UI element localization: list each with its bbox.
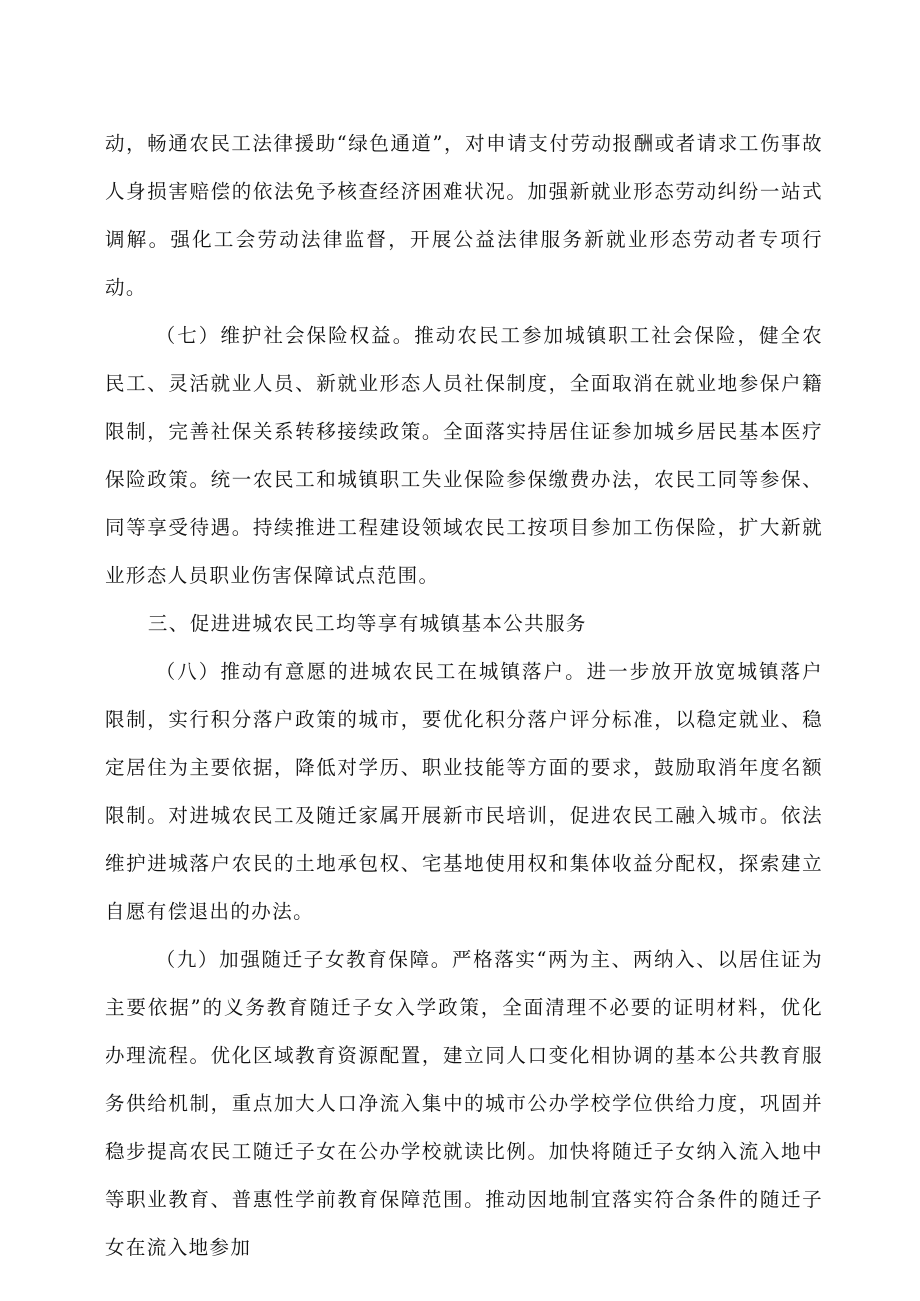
section-heading-public-services: 三、促进进城农民工均等享有城镇基本公共服务 (147, 612, 587, 635)
document-body (105, 120, 823, 1272)
paragraph-legal-aid-continuation: 动，畅通农民工法律援助“绿色通道”，对申请支付劳动报酬或者请求工伤事故人身损害赔偿的依法免予核查经济困难状况。加强新就业形态劳动纠纷一站式调解。强化工会劳动法律监督，开展公益法律服务新就业形态劳动者专项行动。 (105, 132, 823, 299)
paragraph-social-insurance: （七）维护社会保险权益。推动农民工参加城镇职工社会保险，健全农民工、灵活就业人员、新就业形态人员社保制度，全面取消在就业地参保户籍限制，完善社保关系转移接续政策。全面落实持居住证参加城乡居民基本医疗保险政策。统一农民工和城镇职工失业保险参保缴费办法，农民工同等参保、同等享受待遇。持续推进工程建设领域农民工按项目参加工伤保险，扩大新就业形态人员职业伤害保障试点范围。 (105, 324, 823, 587)
paragraph-children-education: （九）加强随迁子女教育保障。严格落实“两为主、两纳入、以居住证为主要依据”的义务教育随迁子女入学政策，全面清理不必要的证明材料，优化办理流程。优化区域教育资源配置，建立同人口变化相协调的基本公共教育服务供给机制，重点加大人口净流入集中的城市公办学校学位供给力度，巩固并稳步提高农民工随迁子女在公办学校就读比例。加快将随迁子女纳入流入地中等职业教育、普惠性学前教育保障范围。推动因地制宜落实符合条件的随迁子女在流入地参加 (105, 948, 823, 1259)
paragraph-urban-settlement: （八）推动有意愿的进城农民工在城镇落户。进一步放开放宽城镇落户限制，实行积分落户政策的城市，要优化积分落户评分标准，以稳定就业、稳定居住为主要依据，降低对学历、职业技能等方面的要求，鼓励取消年度名额限制。对进城农民工及随迁家属开展新市民培训，促进农民工融入城市。依法维护进城落户农民的土地承包权、宅基地使用权和集体收益分配权，探索建立自愿有偿退出的办法。 (105, 660, 823, 923)
